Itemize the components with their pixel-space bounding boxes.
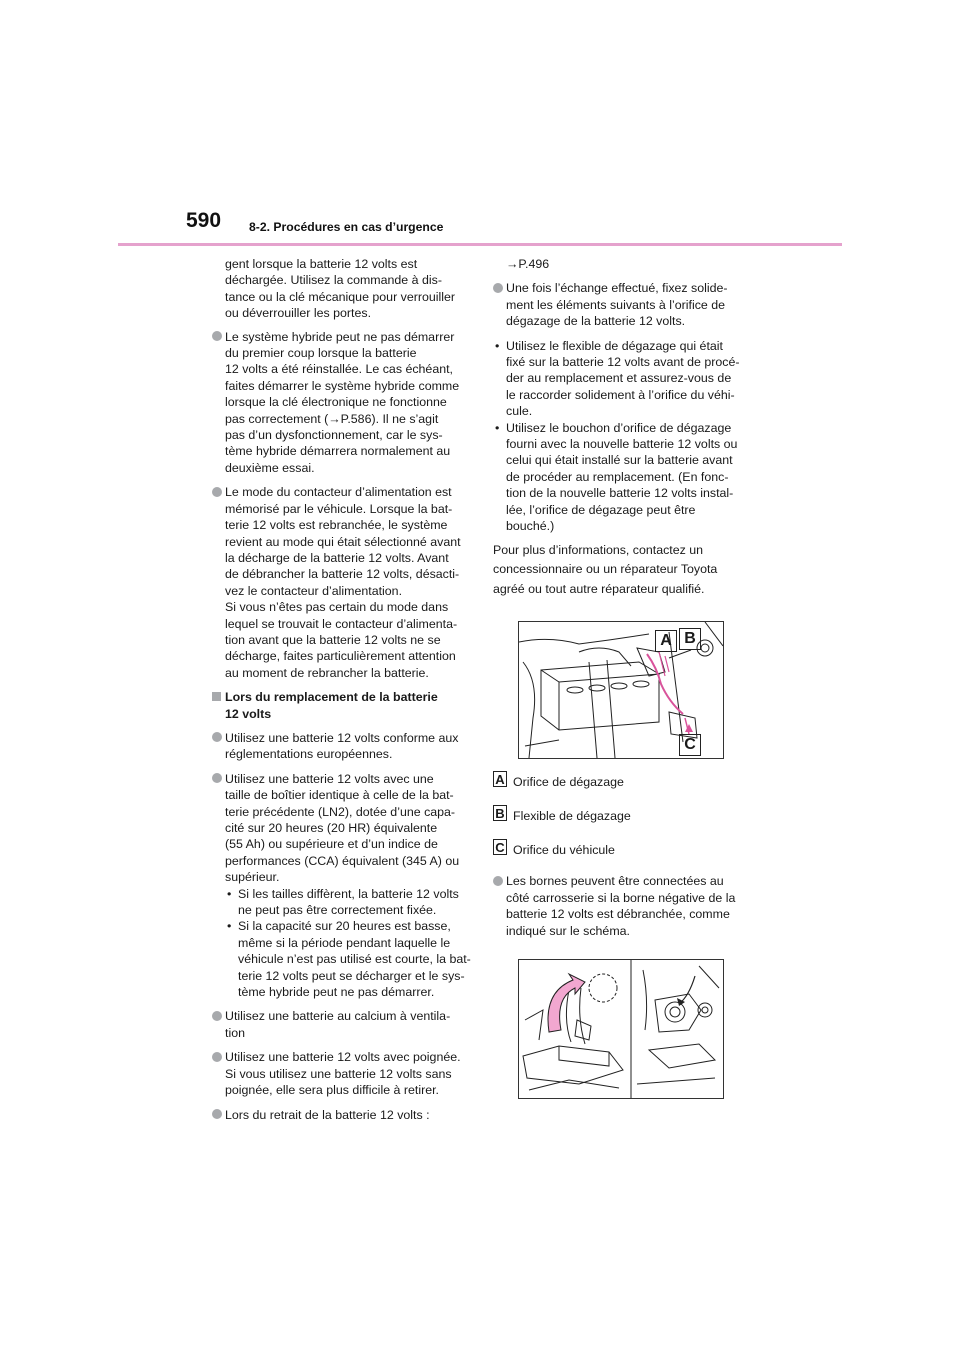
contact-paragraph xyxy=(493,541,755,600)
text-line: pas correctement (→P.586). Il ne s’agit xyxy=(225,411,439,426)
text-line: tème hybride peut ne pas démarrer. xyxy=(238,985,435,1000)
text-line: agréé ou tout autre réparateur qualifié. xyxy=(493,581,705,596)
header-rule xyxy=(118,243,842,246)
text-line: fixé sur la batterie 12 volts avant de procé- xyxy=(506,355,740,370)
bullet-bornes xyxy=(493,873,755,939)
text-line: deuxième essai. xyxy=(225,460,315,475)
sub-item-capacite xyxy=(225,918,494,1000)
text-line: Si vous utilisez une batterie 12 volts sans xyxy=(225,1066,452,1081)
square-bullet-icon xyxy=(212,692,221,701)
terminal-connection-drawing xyxy=(519,960,723,1098)
sub-item-taille xyxy=(225,886,494,919)
text-line: tion xyxy=(225,1025,245,1040)
bullet-calcium xyxy=(212,1008,494,1041)
section-title: 8-2. Procédures en cas d’urgence xyxy=(249,220,444,234)
text-line: côté carrosserie si la borne négative de la xyxy=(506,890,736,905)
bullet-retrait xyxy=(212,1107,494,1123)
text-line: tion de la nouvelle batterie 12 volts instal- xyxy=(506,486,734,501)
text-line: lequel se trouvait le contacteur d’alimenta- xyxy=(225,616,458,631)
bullet-icon xyxy=(212,1109,222,1119)
bullet-icon xyxy=(493,876,503,886)
text-line: Le système hybride peut ne pas démarrer xyxy=(225,329,455,344)
page-number: 590 xyxy=(186,209,222,232)
sub-dot: • xyxy=(227,886,232,901)
text-line: Si les tailles diffèrent, la batterie 12 volts xyxy=(238,886,459,901)
intro-paragraph xyxy=(212,256,494,322)
text-line: mémorisé par le véhicule. Lorsque la bat- xyxy=(225,501,453,516)
text-line: 12 volts xyxy=(225,706,272,721)
text-line: Utilisez une batterie 12 volts avec une xyxy=(225,771,434,786)
text-line: tion avant que la batterie 12 volts ne se xyxy=(225,632,441,647)
text-line: ou déverrouiller les portes. xyxy=(225,306,372,321)
text-line: Si la capacité sur 20 heures est basse, xyxy=(238,919,451,934)
text-line: performances (CCA) équivalent (345 A) ou xyxy=(225,853,460,868)
sub-dot: • xyxy=(495,338,500,353)
callout-c: C xyxy=(679,734,701,756)
text-line: de débrancher la batterie 12 volts, désacti- xyxy=(225,567,460,582)
text-line: gent lorsque la batterie 12 volts est xyxy=(225,257,418,271)
text-line: décharge, faites particulièrement attention xyxy=(225,649,456,664)
text-line: terie précédente (LN2), dotée d’une capa- xyxy=(225,804,456,819)
text-line: Utilisez une batterie 12 volts avec poignée. xyxy=(225,1050,461,1065)
text-line: cité sur 20 heures (20 HR) équivalente xyxy=(225,821,438,835)
text-line: tance ou la clé mécanique pour verrouiller xyxy=(225,289,456,304)
text-line: revient au mode qui était sélectionné avant xyxy=(225,534,461,549)
terminal-connection-illustration xyxy=(518,959,724,1099)
text-line: der au remplacement et assurez-vous de xyxy=(506,371,732,386)
text-line: cule. xyxy=(506,404,533,419)
text-line: pas d’un dysfonctionnement, car le sys- xyxy=(225,428,443,443)
bullet-conforme xyxy=(212,730,494,763)
text-line: (55 Ah) ou supérieure et d’un indice de xyxy=(225,837,438,852)
legend-item-c xyxy=(493,839,755,873)
text-line: faites démarrer le système hybride comme xyxy=(225,378,460,393)
text-line: taille de boîtier identique à celle de la bat- xyxy=(225,788,454,803)
legend-text-a: Orifice de dégazage xyxy=(513,775,624,790)
text-line: celui qui était installé sur la batterie avant xyxy=(506,453,733,468)
sub-item-bouchon xyxy=(493,420,755,535)
callout-a: A xyxy=(655,630,677,652)
bullet-icon xyxy=(212,331,222,341)
legend-letter-b: B xyxy=(493,805,507,821)
text-line: tème hybride démarrera normalement au xyxy=(225,444,451,459)
text-line: Lors du retrait de la batterie 12 volts : xyxy=(225,1107,430,1122)
text-line: Utilisez le flexible de dégazage qui était xyxy=(506,338,723,353)
legend-item-a xyxy=(493,771,755,805)
text-line: de procéder au remplacement. (En fonc- xyxy=(506,469,729,484)
sub-dot: • xyxy=(227,919,232,934)
text-line: Pour plus d’informations, contactez un xyxy=(493,542,704,557)
legend-letter-c: C xyxy=(493,839,507,855)
text-line: terie 12 volts peut se décharger et le sys- xyxy=(238,968,465,983)
bullet-poignee xyxy=(212,1049,494,1098)
left-column xyxy=(212,256,494,1131)
text-line: bouché.) xyxy=(506,519,555,534)
text-line: batterie 12 volts est débranchée, comme xyxy=(506,907,730,922)
page-ref-link: →P.496 xyxy=(506,257,550,271)
bullet-icon xyxy=(212,1052,222,1062)
callout-b: B xyxy=(679,628,701,650)
text-line: le raccorder solidement à l’orifice du véhi- xyxy=(506,387,735,402)
legend-item-b xyxy=(493,805,755,839)
text-line: Le mode du contacteur d’alimentation est xyxy=(225,485,452,500)
bullet-taille xyxy=(212,771,494,1001)
legend-text-b: Flexible de dégazage xyxy=(513,809,631,824)
text-line: concessionnaire ou un réparateur Toyota xyxy=(493,562,718,577)
text-line: supérieur. xyxy=(225,870,280,885)
text-line: indiqué sur le schéma. xyxy=(506,923,630,938)
sub-dot: • xyxy=(495,420,500,435)
text-line: lée, l’orifice de dégazage peut être xyxy=(506,502,696,517)
bullet-hybrid-start xyxy=(212,329,494,477)
text-line: la décharge de la batterie 12 volts. Avant xyxy=(225,550,449,565)
sub-item-flexible xyxy=(493,338,755,420)
text-line: Utilisez une batterie au calcium à ventila- xyxy=(225,1009,451,1024)
bullet-icon xyxy=(493,283,503,293)
text-line: Les bornes peuvent être connectées au xyxy=(506,874,724,889)
bullet-icon xyxy=(212,487,222,497)
text-line: au moment de rebrancher la batterie. xyxy=(225,665,429,680)
legend-text-c: Orifice du véhicule xyxy=(513,843,615,858)
bullet-icon xyxy=(212,732,222,742)
text-line: fourni avec la nouvelle batterie 12 volts ou xyxy=(506,437,738,452)
legend-letter-a: A xyxy=(493,771,507,787)
text-line: 12 volts a été réinstallée. Le cas échéant, xyxy=(225,362,453,377)
figure-legend xyxy=(493,771,755,873)
pointer-arrow-icon xyxy=(679,976,695,1004)
text-line: Si vous n’êtes pas certain du mode dans xyxy=(225,600,449,615)
text-line: réglementations européennes. xyxy=(225,747,393,762)
text-line: dégazage de la batterie 12 volts. xyxy=(506,314,686,329)
text-line: Une fois l’échange effectué, fixez solide- xyxy=(506,281,728,296)
text-line: lorsque la clé électronique ne fonctionne xyxy=(225,395,447,410)
text-line: Lors du remplacement de la batterie xyxy=(225,690,438,705)
text-line: Utilisez une batterie 12 volts conforme aux xyxy=(225,730,459,745)
text-line: ne peut pas être correctement fixée. xyxy=(238,903,437,918)
bullet-power-mode xyxy=(212,484,494,681)
text-line: déchargée. Utilisez la commande à dis- xyxy=(225,273,442,288)
bullet-echange xyxy=(493,280,755,329)
vent-hose-path xyxy=(647,654,683,714)
dashed-highlight-circle xyxy=(589,974,617,1002)
text-line: véhicule n’est pas utilisé est courte, la bat- xyxy=(238,952,471,967)
text-line: vez le contacteur d’alimentation. xyxy=(225,583,403,598)
text-line: même si la période pendant laquelle le xyxy=(238,935,451,950)
page-reference xyxy=(493,256,755,272)
bullet-icon xyxy=(212,1011,222,1021)
text-line: Utilisez le bouchon d’orifice de dégazage xyxy=(506,420,732,435)
text-line: ment les éléments suivants à l’orifice de xyxy=(506,297,726,312)
right-column xyxy=(493,256,755,1099)
text-line: terie 12 volts est rebranchée, le système xyxy=(225,518,448,533)
text-line: poignée, elle sera plus difficile à retirer. xyxy=(225,1083,439,1098)
subsection-heading xyxy=(212,689,494,722)
bullet-icon xyxy=(212,773,222,783)
battery-vent-illustration xyxy=(518,621,724,759)
text-line: du premier coup lorsque la batterie xyxy=(225,346,417,361)
